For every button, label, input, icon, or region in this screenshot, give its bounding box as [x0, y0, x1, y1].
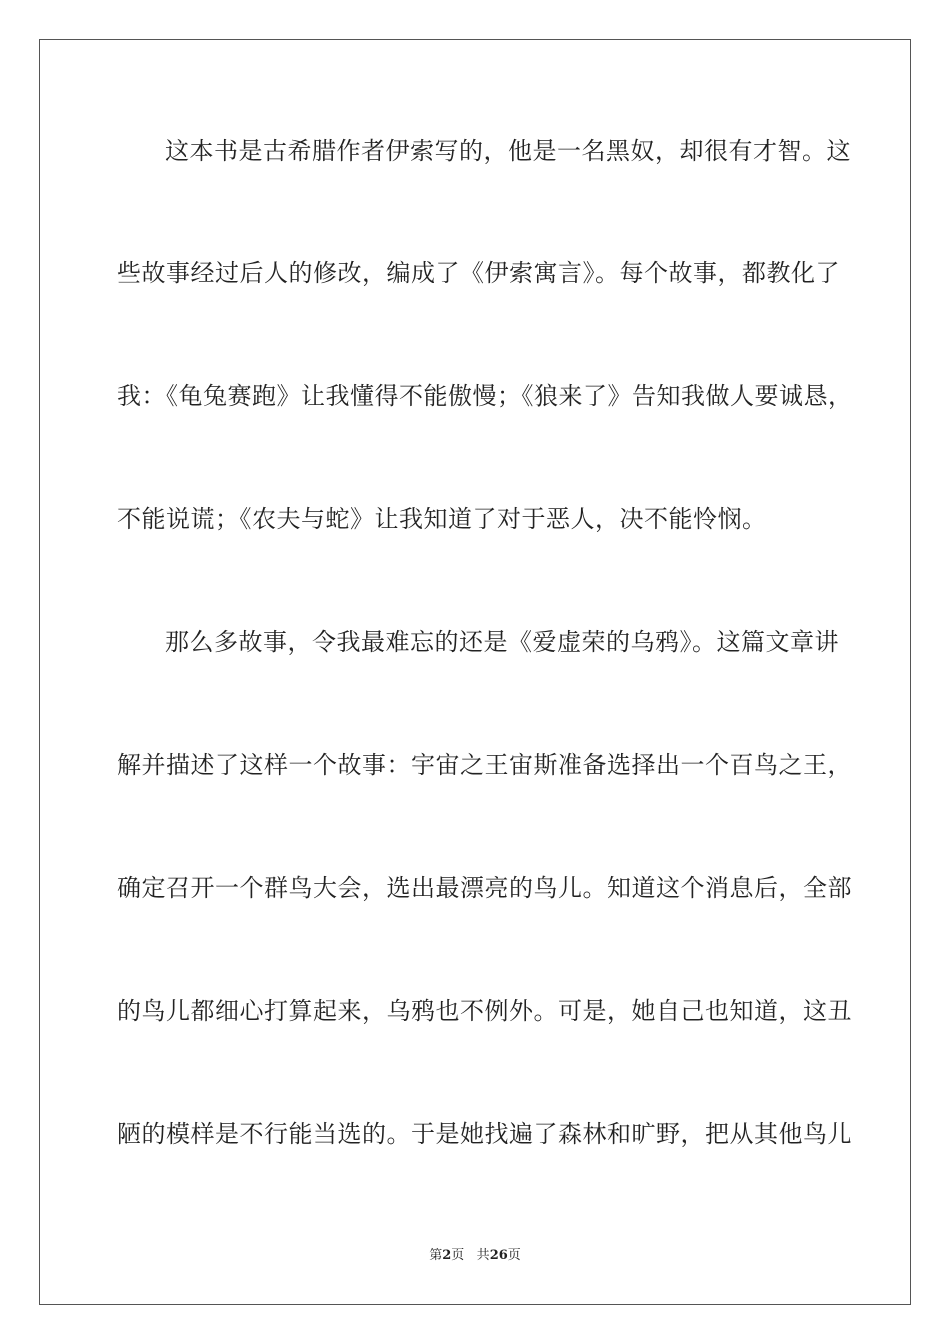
- page-number: 2: [442, 1248, 452, 1263]
- page-footer: [0, 1246, 950, 1266]
- page-prefix: 第: [429, 1248, 443, 1263]
- paragraph-line: 这本书是古希腊作者伊索写的，他是一名黑奴，却很有才智。这: [165, 137, 851, 165]
- paragraph-line: 的鸟儿都细心打算起来，乌鸦也不例外。可是，她自己也知道，这丑: [117, 997, 852, 1025]
- paragraph-line: 些故事经过后人的修改，编成了《伊索寓言》。每个故事，都教化了: [117, 259, 840, 287]
- total-pages: 26: [489, 1248, 508, 1263]
- page-suffix: 页: [451, 1248, 465, 1263]
- total-suffix: 页: [507, 1248, 521, 1263]
- paragraph-line: 确定召开一个群鸟大会，选出最漂亮的鸟儿。知道这个消息后，全部: [117, 874, 852, 902]
- paragraph-line: 不能说谎；《农夫与蛇》让我知道了对于恶人，决不能怜悯。: [117, 505, 767, 533]
- paragraph-line: 解并描述了这样一个故事：宇宙之王宙斯准备选择出一个百鸟之王，: [117, 751, 852, 779]
- total-prefix: 共: [476, 1248, 490, 1263]
- paragraph-line: 陋的模样是不行能当选的。于是她找遍了森林和旷野，把从其他鸟儿: [117, 1120, 852, 1148]
- page-border: [39, 39, 911, 1305]
- paragraph-line: 那么多故事，令我最难忘的还是《爱虚荣的乌鸦》。这篇文章讲: [165, 628, 839, 656]
- paragraph-line: 我：《龟兔赛跑》让我懂得不能傲慢；《狼来了》告知我做人要诚恳，: [117, 382, 853, 410]
